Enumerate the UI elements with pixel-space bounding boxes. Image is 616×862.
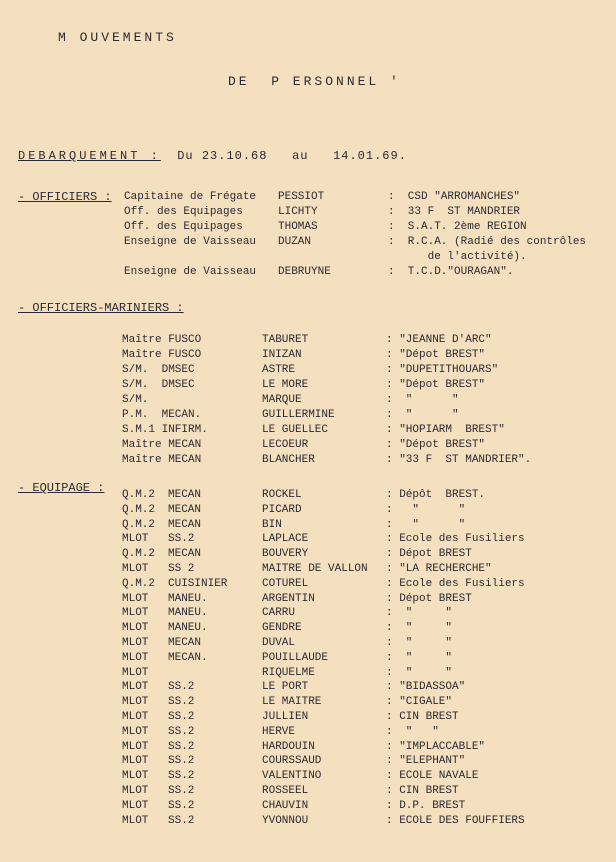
eq-name: CARRU <box>262 607 296 620</box>
eq-name: POUILLAUDE <box>262 651 329 664</box>
om-grade: Maître FUSCO <box>122 334 202 346</box>
title-line-2: DE P ERSONNEL ' <box>228 74 401 89</box>
eq-spec: SS.2 <box>168 681 195 694</box>
om-grade: S.M.1 INFIRM. <box>122 424 208 436</box>
eq-grade: Q.M.2 <box>122 489 156 501</box>
eq-spec: MECAN <box>168 518 202 531</box>
eq-dest: : " " <box>386 503 466 516</box>
eq-grade: MLOT <box>122 666 149 679</box>
eq-dest: : " " <box>386 651 453 664</box>
eq-grade: Q.M.2 <box>122 503 156 516</box>
officier-grade: Off. des Equipages <box>124 206 243 218</box>
section-heading-equipage: - EQUIPAGE : <box>18 481 105 495</box>
eq-dest: : " " <box>386 637 453 649</box>
eq-spec: SS.2 <box>168 740 195 753</box>
eq-dest: : " " <box>386 518 466 531</box>
eq-name: VALENTINO <box>262 770 322 783</box>
eq-dest: : CIN BREST <box>386 785 459 797</box>
om-name: LE GUELLEC <box>262 424 329 436</box>
title-line-1: M OUVEMENTS <box>58 30 177 45</box>
eq-spec: MANEU. <box>168 607 208 620</box>
eq-dest: : Ecole des Fusiliers <box>386 577 525 590</box>
eq-dest: : " " <box>386 666 453 679</box>
eq-spec: SS 2 <box>168 563 195 575</box>
eq-name: DUVAL <box>262 637 296 649</box>
eq-name: PICARD <box>262 503 302 516</box>
eq-spec: SS.2 <box>168 799 195 812</box>
eq-name: LE PORT <box>262 681 309 694</box>
eq-name: LAPLACE <box>262 533 309 546</box>
eq-dest: : Dépot BREST <box>386 548 472 561</box>
eq-dest: : Ecole des Fusiliers <box>386 533 525 546</box>
om-name: TABURET <box>262 334 309 346</box>
officier-name: LICHTY <box>278 206 318 218</box>
eq-dest: : "CIGALE" <box>386 696 453 709</box>
om-dest: : "Dépot BREST" <box>386 349 486 361</box>
section-heading-officiers: - OFFICIERS : <box>18 190 112 204</box>
eq-dest: : "ELEPHANT" <box>386 755 466 768</box>
eq-dest: : ECOLE NAVALE <box>386 770 479 783</box>
eq-spec: SS.2 <box>168 725 195 738</box>
eq-name: GENDRE <box>262 622 302 635</box>
eq-grade: MLOT <box>122 711 149 723</box>
eq-grade: MLOT <box>122 770 149 783</box>
officier-name: DUZAN <box>278 236 312 248</box>
eq-grade: Q.M.2 <box>122 518 156 531</box>
officier-dest: : T.C.D."OURAGAN". <box>388 266 514 278</box>
eq-name: ROSSEEL <box>262 785 309 797</box>
officier-name: PESSIOT <box>278 191 325 203</box>
eq-spec: SS.2 <box>168 755 195 768</box>
eq-spec: CUISINIER <box>168 577 228 590</box>
eq-grade: MLOT <box>122 799 149 812</box>
om-dest: : "33 F ST MANDRIER". <box>386 454 532 466</box>
eq-grade: MLOT <box>122 622 149 635</box>
date-to: 14.01.69. <box>333 149 407 163</box>
eq-spec: SS.2 <box>168 533 195 546</box>
eq-name: BOUVERY <box>262 548 309 561</box>
eq-name: BIN <box>262 518 282 531</box>
eq-grade: MLOT <box>122 563 149 575</box>
eq-dest: : "IMPLACCABLE" <box>386 740 486 753</box>
om-grade: S/M. <box>122 394 149 406</box>
om-dest: : "JEANNE D'ARC" <box>386 334 492 346</box>
eq-spec: SS.2 <box>168 785 195 797</box>
om-grade: S/M. DMSEC <box>122 364 195 376</box>
eq-spec: SS.2 <box>168 696 195 709</box>
eq-dest: : "LA RECHERCHE" <box>386 563 492 575</box>
om-name: GUILLERMINE <box>262 409 335 421</box>
om-name: INIZAN <box>262 349 302 361</box>
eq-name: HARDOUIN <box>262 740 315 753</box>
eq-name: ARGENTIN <box>262 592 315 605</box>
eq-grade: MLOT <box>122 651 149 664</box>
eq-dest: : Dépot BREST <box>386 592 472 605</box>
eq-grade: MLOT <box>122 725 149 738</box>
om-name: MARQUE <box>262 394 302 406</box>
eq-spec: SS.2 <box>168 814 195 827</box>
officier-dest: : S.A.T. 2ème REGION <box>388 221 527 233</box>
eq-grade: MLOT <box>122 533 149 546</box>
eq-grade: MLOT <box>122 681 149 694</box>
eq-spec: MANEU. <box>168 592 208 605</box>
officier-name: THOMAS <box>278 221 318 233</box>
eq-grade: MLOT <box>122 592 149 605</box>
debarquement-line <box>18 150 407 163</box>
eq-spec: MECAN. <box>168 651 208 664</box>
eq-name: RIQUELME <box>262 666 315 679</box>
om-name: LECOEUR <box>262 439 309 451</box>
officier-dest-cont: de l'activité). <box>388 251 527 263</box>
om-name: LE MORE <box>262 379 309 391</box>
eq-name: ROCKEL <box>262 489 302 501</box>
om-dest: : "HOPIARM BREST" <box>386 424 505 436</box>
eq-name: CHAUVIN <box>262 799 309 812</box>
eq-name: MAITRE DE VALLON <box>262 563 368 575</box>
eq-dest: : ECOLE DES FOUFFIERS <box>386 814 525 827</box>
eq-grade: MLOT <box>122 814 149 827</box>
eq-name: HERVE <box>262 725 296 738</box>
om-grade: Maître FUSCO <box>122 349 202 361</box>
om-dest: : " " <box>386 394 459 406</box>
om-dest: : "Dépot BREST" <box>386 379 486 391</box>
eq-dest: : " " <box>386 725 439 738</box>
eq-dest: : Dépôt BREST. <box>386 489 486 501</box>
om-dest: : "DUPETITHOUARS" <box>386 364 499 376</box>
eq-name: COTUREL <box>262 577 309 590</box>
officier-dest: : CSD "ARROMANCHES" <box>388 191 521 203</box>
eq-spec: MANEU. <box>168 622 208 635</box>
om-name: ASTRE <box>262 364 296 376</box>
eq-grade: Q.M.2 <box>122 577 156 590</box>
officier-grade: Enseigne de Vaisseau <box>124 266 257 278</box>
debarquement-label: DEBARQUEMENT : <box>18 149 161 163</box>
date-sep: au <box>292 149 309 163</box>
eq-spec: SS.2 <box>168 711 195 723</box>
eq-grade: MLOT <box>122 607 149 620</box>
eq-dest: : D.P. BREST <box>386 799 466 812</box>
eq-dest: : " " <box>386 622 453 635</box>
officier-dest: : R.C.A. (Radié des contrôles <box>388 236 587 248</box>
officier-name: DEBRUYNE <box>278 266 331 278</box>
om-grade: S/M. DMSEC <box>122 379 195 391</box>
om-grade: Maître MECAN <box>122 454 202 466</box>
om-dest: : " " <box>386 409 459 421</box>
eq-spec: SS.2 <box>168 770 195 783</box>
eq-dest: : "BIDASSOA" <box>386 681 466 694</box>
eq-grade: MLOT <box>122 637 149 649</box>
eq-name: JULLIEN <box>262 711 309 723</box>
eq-spec: MECAN <box>168 503 202 516</box>
eq-grade: Q.M.2 <box>122 548 156 561</box>
eq-dest: : CIN BREST <box>386 711 459 723</box>
eq-grade: MLOT <box>122 785 149 797</box>
eq-name: YVONNOU <box>262 814 309 827</box>
eq-spec: MECAN <box>168 637 202 649</box>
om-grade: P.M. MECAN. <box>122 409 202 421</box>
eq-spec: MECAN <box>168 489 202 501</box>
eq-name: LE MAITRE <box>262 696 322 709</box>
eq-spec: MECAN <box>168 548 202 561</box>
eq-grade: MLOT <box>122 740 149 753</box>
date-from: Du 23.10.68 <box>177 149 268 163</box>
section-heading-officiers-mariniers: - OFFICIERS-MARINIERS : <box>18 301 184 315</box>
eq-grade: MLOT <box>122 696 149 709</box>
om-dest: : "Dépot BREST" <box>386 439 486 451</box>
eq-name: COURSSAUD <box>262 755 322 768</box>
om-grade: Maître MECAN <box>122 439 202 451</box>
officier-grade: Off. des Equipages <box>124 221 243 233</box>
officier-dest: : 33 F ST MANDRIER <box>388 206 521 218</box>
om-name: BLANCHER <box>262 454 315 466</box>
eq-grade: MLOT <box>122 755 149 768</box>
officier-grade: Enseigne de Vaisseau <box>124 236 257 248</box>
officier-grade: Capitaine de Frégate <box>124 191 257 203</box>
eq-dest: : " " <box>386 607 453 620</box>
